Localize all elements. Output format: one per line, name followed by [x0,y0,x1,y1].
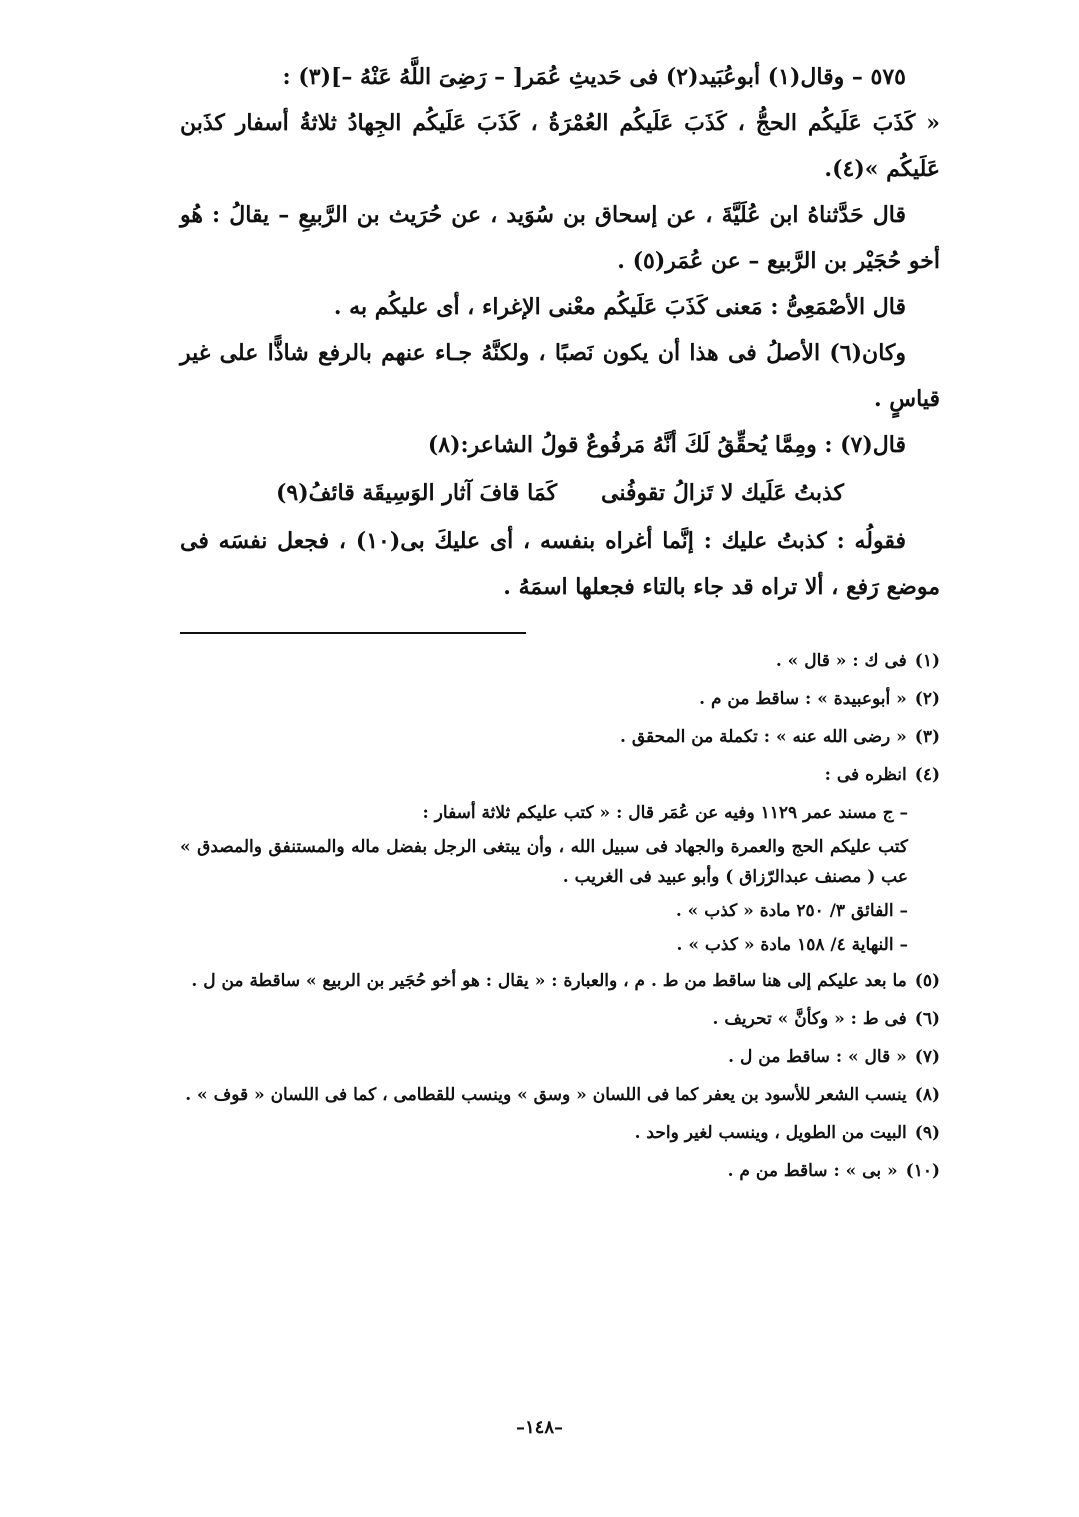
footnote-number: (٤) [914,765,940,785]
footnote-text: البيت من الطويل ، وينسب لغير واحد . [634,1123,907,1143]
footnote-text: « رضى الله عنه » : تكملة من المحقق . [619,727,907,747]
reference-line: – ج مسند عمر ١١٢٩ وفيه عن عُمَر قال : « كتب عليكم ثلاثة أسفار : [422,803,908,823]
paragraph-grammar-note: وكان(٦) الأصلُ فى هذا أن يكون نَصبًا ، ولكنَّهُ جـاء عنهم بالرفع شاذًّا على غير قياسٍ . [180,340,940,412]
footnote-9 [180,1118,940,1148]
footnote-4-references [180,798,940,960]
paragraph-asmai: قال الأصْمَعِىُّ : مَعنى كَذَبَ عَلَيكُم معْنى الإغراء ، أى عليكُم به . [333,294,906,320]
footnotes [180,646,940,1186]
footnote-number: (٧) [914,1047,940,1067]
main-text [180,54,940,610]
verse-first-hemistich: كذبتُ عَلَيك لا تَزالُ تقوفُنى [601,480,845,506]
footnote-text: انظره فى : [824,765,907,785]
footnote-text: « قال » : ساقط من ل . [728,1047,907,1067]
reference-line: – الفائق ٣/ ٢٥٠ مادة « كذب » . [675,901,908,921]
footnote-6 [180,1004,940,1034]
footnote-number: (٣) [914,727,940,747]
reference-line: كتب عليكم الحج والعمرة والجهاد فى سبيل الله ، وأن يبتغى الرجل بفضل ماله والمستنفق والمصدق » عب ( مصنف عبدالرّزاق ) وأبو عبيد فى الغريب . [180,837,908,887]
footnote-3 [180,722,940,752]
footnote-number: (٢) [914,689,940,709]
footnote-number: (٨) [914,1085,940,1105]
reference-line: – النهاية ٤/ ١٥٨ مادة « كذب » . [676,935,908,955]
footnote-number: (٦) [914,1009,940,1029]
footnote-number: (١) [914,651,940,671]
page-number: –١٤٨– [515,1417,563,1438]
footnote-10 [180,1156,940,1186]
footnote-text: ينسب الشعر للأسود بن يعفر كما فى اللسان « وسق » وينسب للقطامى ، كما فى اللسان « قوف » . [185,1085,907,1105]
footnote-text: ما بعد عليكم إلى هنا ساقط من ط . م ، والعبارة : « يقال : هو أخو حُجَير بن الربيع » ساقطة من ل . [191,971,907,991]
footnote-text: فى ط : « وكأنَّ » تحريف . [712,1009,907,1029]
footnote-divider [180,632,526,634]
page-body [180,54,940,1194]
paragraph-poet-intro: قال(٧) : ومِمَّا يُحقِّقُ لَكَ أنَّهُ مَرفُوعٌ قولُ الشاعر:(٨) [427,432,906,458]
footnote-8 [180,1080,940,1110]
footnote-2 [180,684,940,714]
paragraph-isnad: قال حَدَّثناهُ ابن عُلَيَّةَ ، عن إسحاق بن سُوَيد ، عن حُرَيث بن الرَّبيعِ – يقالُ : هُو أخو حُجَيْر بن الرَّبيع – عن عُمَر(٥) . [180,202,940,274]
footnote-text: « بى » : ساقط من م . [727,1161,898,1181]
footnote-number: (٩) [914,1123,940,1143]
footnote-text: فى ك : « قال » . [775,651,907,671]
verse-second-hemistich: كَمَا قافَ آثار الوَسِيقَة قائفُ(٩) [275,480,558,506]
footnote-divider-wrap [180,610,940,646]
footnote-number: (٥) [914,971,940,991]
footnote-4 [180,760,940,790]
footnote-1 [180,646,940,676]
poetry-verse [180,470,940,516]
paragraph-entry-575: ٥٧٥ – وقال(١) أبوعُبَيد(٢) فى حَديثِ عُمَر[ – رَضِىَ اللَّهُ عَنْهُ –](٣) : [282,64,906,90]
paragraph-hadith-quote: « كَذَبَ عَلَيكُم الحجُّ ، كَذَبَ عَلَيكُم العُمْرَةُ ، كَذَبَ عَلَيكُم الجِهادُ ثلاثةُ أسفار كذَبن عَلَيكُم »(٤). [180,110,940,182]
footnote-5 [180,966,940,996]
footnote-7 [180,1042,940,1072]
paragraph-explanation: فقولُه : كذبتُ عليك : إنَّما أغراه بنفسه ، أى عليكَ بى(١٠) ، فجعل نفسَه فى موضع رَفع ، ألا تراه قد جاء بالتاء فجعلها اسمَهُ . [180,528,940,600]
footnote-text: « أبوعبيدة » : ساقط من م . [699,689,907,709]
footnote-number: (١٠) [905,1161,940,1181]
